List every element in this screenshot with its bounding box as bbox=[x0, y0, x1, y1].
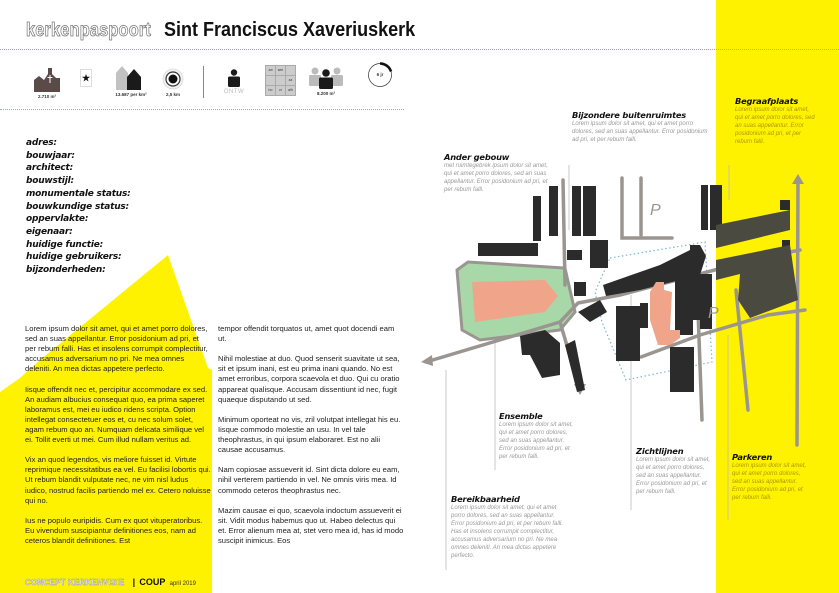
stat-label: ONTW bbox=[223, 89, 245, 95]
footer-concept: CONCEPT KERKENVISIE bbox=[25, 578, 125, 587]
info-label-bouwkundige-status: bouwkundige status: bbox=[26, 201, 129, 212]
paragraph: Vix an quod legendos, vis meliore fuisset id. Virtute reprimique necessitatibus ea vel. Eu facilisi lobortis qui. Ut rebum blandit vulputate nec, ne vim nisl ludus iudico, nostrud facilis partiendo mel ex. Cetero noluisse qui no. bbox=[25, 455, 211, 505]
header-prefix: kerkenpaspoort bbox=[26, 20, 152, 41]
annotation-zichtlijnen bbox=[636, 446, 712, 496]
info-label-adres: adres: bbox=[26, 138, 57, 148]
paragraph: Ius ne populo euripidis. Cum ex quot vituperatoribus. Eu vivendum suscipiantur definitiones eos, nam ad ceteros blandit definitiones. Est bbox=[25, 515, 203, 545]
annotation-title: Parkeren bbox=[732, 452, 773, 462]
footer-date: april 2019 bbox=[169, 581, 196, 587]
stat-label: 2,5 km bbox=[165, 92, 180, 97]
annotation-ensemble bbox=[499, 411, 577, 461]
annotation-title: Zichtlijnen bbox=[636, 446, 684, 456]
parking-label: P bbox=[650, 202, 661, 219]
annotation-title: Bereikbaarheid bbox=[451, 494, 520, 504]
page-title: Sint Franciscus Xaveriuskerk bbox=[164, 19, 416, 41]
stat-label: 8.200 m² bbox=[316, 91, 335, 96]
info-label-monumentale-status: monumentale status: bbox=[26, 188, 131, 199]
stat-value: 6 jr bbox=[376, 72, 384, 77]
info-label-oppervlakte: oppervlakte: bbox=[26, 214, 89, 225]
paragraph: Iisque offendit nec et, percipitur accommodare ex sed. An audiam albucius consequat quo, ea prima saperet laboramus est, mei eu iudico ridens scripta. Option intellegat consectetuer eos et, cu nec solum solet, agam rebum quo an. Numquam delicata similique vel ei. Tollit everti ut mei. Cum illud nullam veritus ad. bbox=[25, 384, 208, 445]
annotation-text: Lorem ipsum dolor sit amet, qui et amet porro dolores, sed an suas appellantur. Error posidonium ad pri, et per rebum falli. bbox=[636, 457, 711, 495]
grid-cell: zw bbox=[266, 66, 275, 75]
annotation-text: Lorem ipsum dolor sit amet, qui et amet porro dolores, sed an suas appellantur. Error posidonium ad pri, et per rebum falli. bbox=[735, 107, 815, 145]
annotation-title: Ander gebouw bbox=[444, 152, 510, 162]
grid-cell: alh bbox=[286, 86, 295, 95]
star-card-icon: ★ bbox=[80, 69, 92, 87]
footer-brand: COUP bbox=[139, 577, 166, 587]
paragraph: Nam copiosae assueverit id. Sint dicta dolore eu eam, nihil verterem partiendo in vel. Ne omnis viris mea. Id commodo ceteros theophrastus nec. bbox=[218, 465, 400, 495]
annotation-bereikbaarheid bbox=[451, 494, 567, 560]
parking-label: P bbox=[708, 305, 719, 322]
annotation-title: Ensemble bbox=[499, 411, 543, 421]
info-label-eigenaar: eigenaar: bbox=[26, 226, 73, 237]
annotation-text: Lorem ipsum dolor sit amet, qui et amet porro dolores, sed an suas appellantur. Error posidonium ad pri, et per rebum falli. bbox=[732, 463, 807, 501]
annotation-text: Lorem ipsum dolor sit amet, qui et amet porro dolores, sed an suas appellantur. Error posidonium ad pri, et per rebum falli. bbox=[572, 121, 708, 143]
info-label-huidige-functie: huidige functie: bbox=[26, 239, 104, 250]
grid-cell: wm bbox=[276, 66, 285, 75]
info-label-architect: architect: bbox=[26, 163, 73, 174]
footer-separator: | bbox=[132, 577, 136, 587]
stat-label: 13.687 per km² bbox=[115, 92, 147, 97]
annotation-begraafplaats bbox=[735, 96, 815, 146]
grid-cell: za bbox=[286, 76, 295, 85]
annotation-text: Lorem ipsum dolor sit amet, qui et amet porro dolores, sed an suas appellantur. Error posidonium ad pri, et per rebum falli. bbox=[499, 422, 574, 460]
annotation-text: met ruimtegebrek ipsum dolor sit amet, qui et amet porro dolores, sed an suas appellantur. Error posidonium ad pri, et per rebum falli. bbox=[444, 163, 548, 193]
paragraph: Minimum oporteat no vis, zril volutpat intellegat his eu. Iisque commodo molestie an usu. In vel tale theophrastus, in qui ipsum elaboraret. Est no alii causae accusamus. bbox=[218, 414, 401, 455]
info-label-bijzonderheden: bijzonderheden: bbox=[26, 265, 106, 276]
info-label-bouwjaar: bouwjaar: bbox=[26, 150, 75, 161]
paragraph: Lorem ipsum dolor sit amet, qui et amet porro dolores, sed an suas appellantur. Error posidonium ad pri, et per rebum falli. Has et insolens corrumpit complectitur, accusamus adversarium no pri. Ne mea omnes deleniti. An mea dictas appetere perfecto. bbox=[25, 324, 208, 374]
grid-cell: ho bbox=[266, 86, 275, 95]
annotation-text: Lorem ipsum dolor sit amet, qui et amet porro dolores, sed an suas appellantur. Error posidonium ad pri, et per rebum falli. Has et insolens corrumpit complectitur, accusamus adversarium no pri. Ne mea omnes deleniti. An mea dictas appetere perfecto. bbox=[451, 505, 564, 559]
annotation-bijzondere-buitenruimtes bbox=[572, 110, 712, 144]
paragraph: Nihil molestiae at duo. Quod senserit suavitate ut sea, sit et ipsum inani, est eu prima inani quando. No est amet erroribus, corpora scaevola et duo. Qui cu oratio appareat qualisque. Accusam dissentiunt id nec, fugit quaeque disputando ut sed. bbox=[218, 354, 400, 404]
grid-cell: vr bbox=[276, 86, 285, 95]
info-label-bouwstijl: bouwstijl: bbox=[26, 176, 74, 187]
annotation-title: Bijzondere buitenruimtes bbox=[572, 110, 687, 120]
paragraph: tempor offendit torquatos ut, amet quot docendi eam ut. bbox=[218, 324, 395, 344]
info-label-huidige-gebruikers: huidige gebruikers: bbox=[26, 252, 122, 263]
paragraph: Mazim causae ei quo, scaevola indoctum assueverit ei sit. Vidit modus habemus quo ut. Habeo delectus qui et. Error alienum mea at, stet vero mea id, has id modo suscipit inimicus. Eos bbox=[218, 505, 404, 545]
annotation-title: Begraafplaats bbox=[735, 96, 799, 106]
stat-label: 2.710 m² bbox=[37, 94, 56, 99]
annotation-ander-gebouw bbox=[444, 152, 548, 194]
annotation-parkeren bbox=[732, 452, 808, 502]
